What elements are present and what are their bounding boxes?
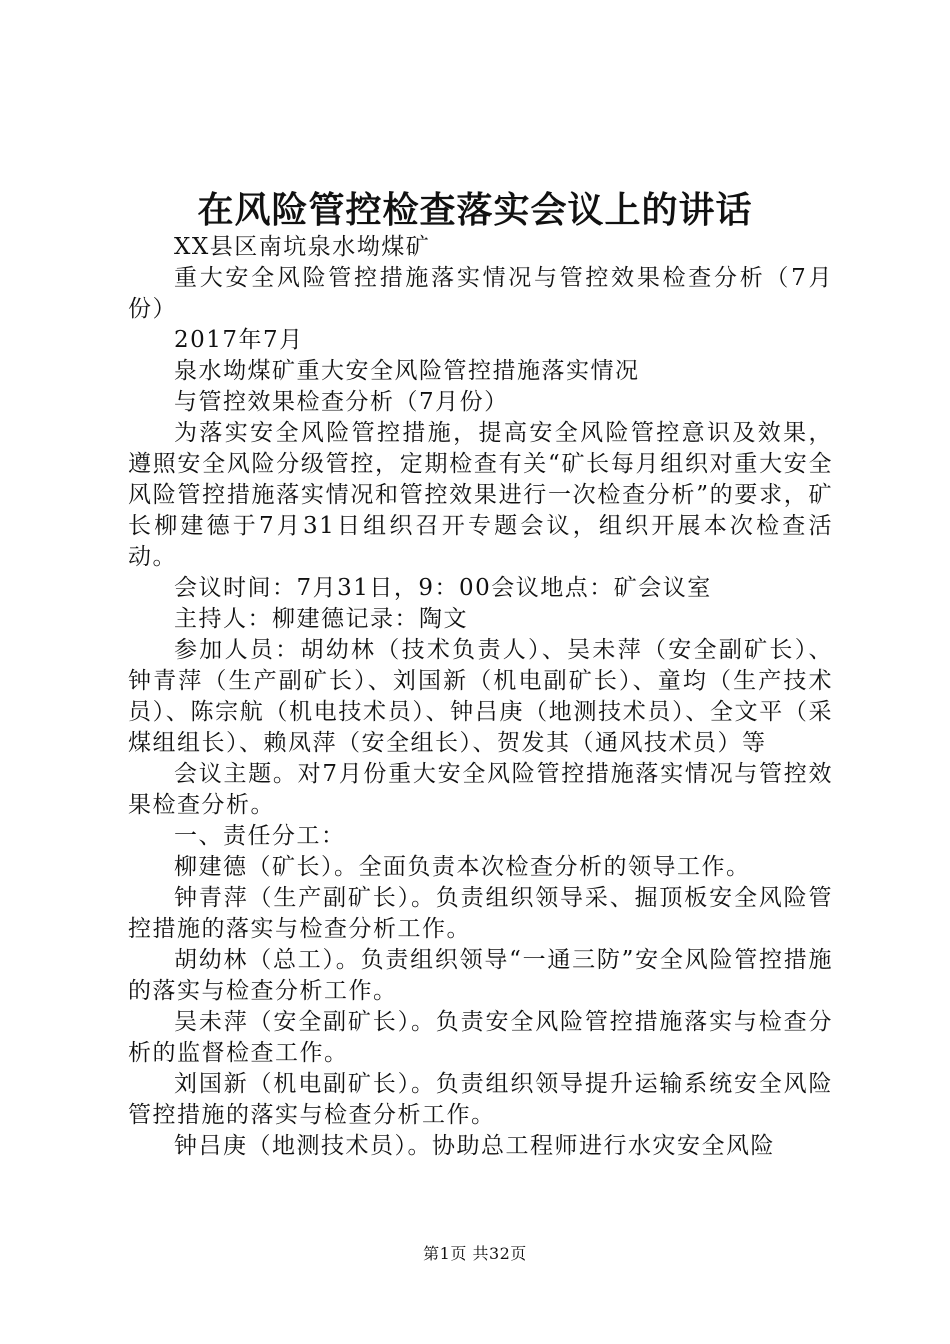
paragraph-duty-2: 钟青萍（生产副矿长）。负责组织领导采、掘顶板安全风险管控措施的落实与检查分析工作。 [128, 885, 833, 942]
paragraph-duty-3: 胡幼林（总工）。负责组织领导“一通三防”安全风险管控措施的落实与检查分析工作。 [128, 947, 833, 1004]
paragraph-date: 2017年7月 [174, 327, 304, 353]
paragraph-subtitle-line-1: 泉水坳煤矿重大安全风险管控措施落实情况 [174, 358, 640, 384]
paragraph-report-heading: 重大安全风险管控措施落实情况与管控效果检查分析（7月份） [128, 265, 833, 322]
paragraph-host: 主持人：柳建德记录：陶文 [174, 606, 468, 632]
document-body [128, 232, 833, 1162]
paragraph-duty-5: 刘国新（机电副矿长）。负责组织领导提升运输系统安全风险管控措施的落实与检查分析工作。 [128, 1071, 833, 1128]
paragraph-purpose: 为落实安全风险管控措施，提高安全风险管控意识及效果，遵照安全风险分级管控，定期检查有关“矿长每月组织对重大安全风险管控措施落实情况和管控效果进行一次检查分析”的要求，矿长柳建德于7月31日组织召开专题会议，组织开展本次检查活动。 [128, 420, 833, 570]
paragraph-attendees: 参加人员：胡幼林（技术负责人）、吴未萍（安全副矿长）、钟青萍（生产副矿长）、刘国新（机电副矿长）、童均（生产技术员）、陈宗航（机电技术员）、钟吕庚（地测技术员）、全文平（采煤组组长）、赖凤萍（安全组长）、贺发其（通风技术员）等 [128, 637, 833, 756]
paragraph-subtitle-line-2: 与管控效果检查分析（7月份） [174, 389, 509, 415]
paragraph-duty-1: 柳建德（矿长）。全面负责本次检查分析的领导工作。 [174, 854, 751, 880]
paragraph-meeting-theme: 会议主题。对7月份重大安全风险管控措施落实情况与管控效果检查分析。 [128, 761, 833, 818]
paragraph-duty-6: 钟吕庚（地测技术员）。协助总工程师进行水灾安全风险 [174, 1133, 775, 1159]
page-number-footer: 第1页 共32页 [423, 1244, 527, 1263]
document-title: 在风险管控检查落实会议上的讲话 [197, 189, 753, 231]
paragraph-section-heading: 一、责任分工： [174, 823, 346, 849]
paragraph-mine-name: XX县区南坑泉水坳煤矿 [174, 234, 431, 260]
paragraph-duty-4: 吴未萍（安全副矿长）。负责安全风险管控措施落实与检查分析的监督检查工作。 [128, 1009, 833, 1066]
paragraph-meeting-time: 会议时间：7月31日，9：00会议地点：矿会议室 [174, 575, 712, 601]
